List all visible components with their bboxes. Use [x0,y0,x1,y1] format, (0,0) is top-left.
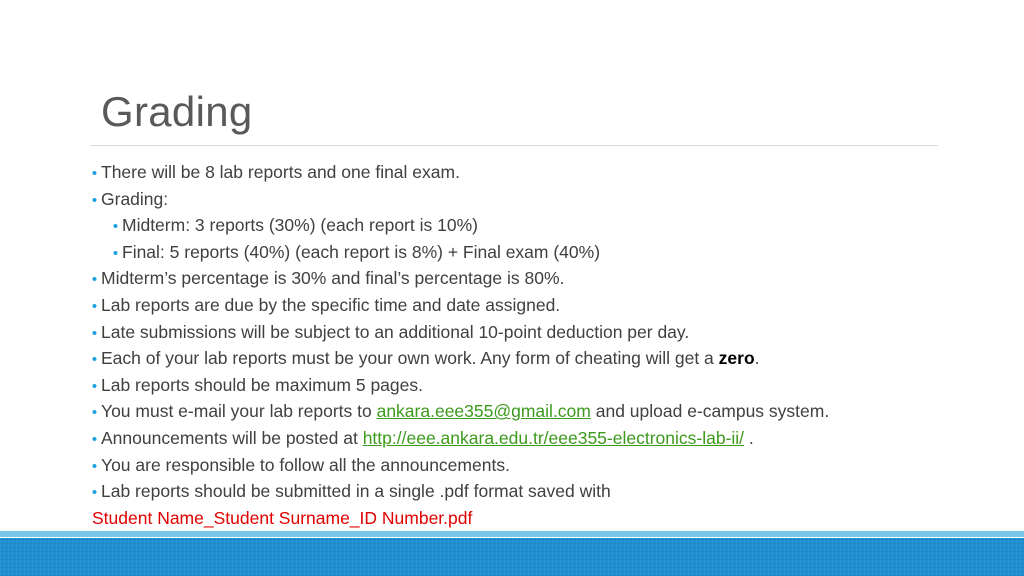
list-item: • You must e-mail your lab reports to ankara.eee355@gmail.com and upload e-campus system. [88,399,988,426]
list-item: • Grading: [88,187,988,214]
title-divider [90,145,938,146]
bullet-dot-icon: • [91,430,98,448]
bullet-dot-icon: • [91,165,98,182]
list-item: • Midterm’s percentage is 30% and final’s percentage is 80%. [88,266,988,293]
bullet-dot-icon: • [91,377,98,395]
bullet-dot-icon: • [91,457,98,475]
bullet-dot-icon: • [91,484,98,502]
list-item: • Lab reports are due by the specific time and date assigned. [88,293,988,320]
list-subitem: • Final: 5 reports (40%) (each report is 8%) + Final exam (40%) [88,240,988,267]
footer-accent-band [0,531,1024,537]
bullet-dot-icon: • [91,271,98,289]
list-subitem: • Midterm: 3 reports (30%) (each report is 10%) [88,213,988,240]
bullet-dot-icon: • [91,324,98,342]
bullet-dot-icon: • [112,244,119,262]
list-item: • Lab reports should be maximum 5 pages. [88,373,988,400]
emphasis-zero: zero [718,348,755,369]
list-item: • Announcements will be posted at http://eee.ankara.edu.tr/eee355-electronics-lab-ii/ . [88,426,988,453]
footer-bar [0,538,1024,576]
bullet-list [88,160,988,531]
announcements-link[interactable]: http://eee.ankara.edu.tr/eee355-electronics-lab-ii/ [362,427,745,448]
list-item: • Late submissions will be subject to an additional 10-point deduction per day. [88,320,988,347]
bullet-dot-icon: • [91,351,98,369]
list-item: • There will be 8 lab reports and one final exam. [88,160,988,187]
email-link[interactable]: ankara.eee355@gmail.com [376,401,591,422]
bullet-dot-icon: • [112,218,119,236]
bullet-dot-icon: • [91,191,98,209]
filename-format-note: Student Name_Student Surname_ID Number.pdf [92,507,473,528]
bullet-dot-icon: • [91,404,98,422]
list-item: • You are responsible to follow all the announcements. [88,453,988,480]
bullet-dot-icon: • [91,297,98,315]
list-item: • Each of your lab reports must be your own work. Any form of cheating will get a zero. [88,346,988,373]
list-item: • Lab reports should be submitted in a single .pdf format saved with [88,479,988,506]
slide-title: Grading [101,88,253,135]
